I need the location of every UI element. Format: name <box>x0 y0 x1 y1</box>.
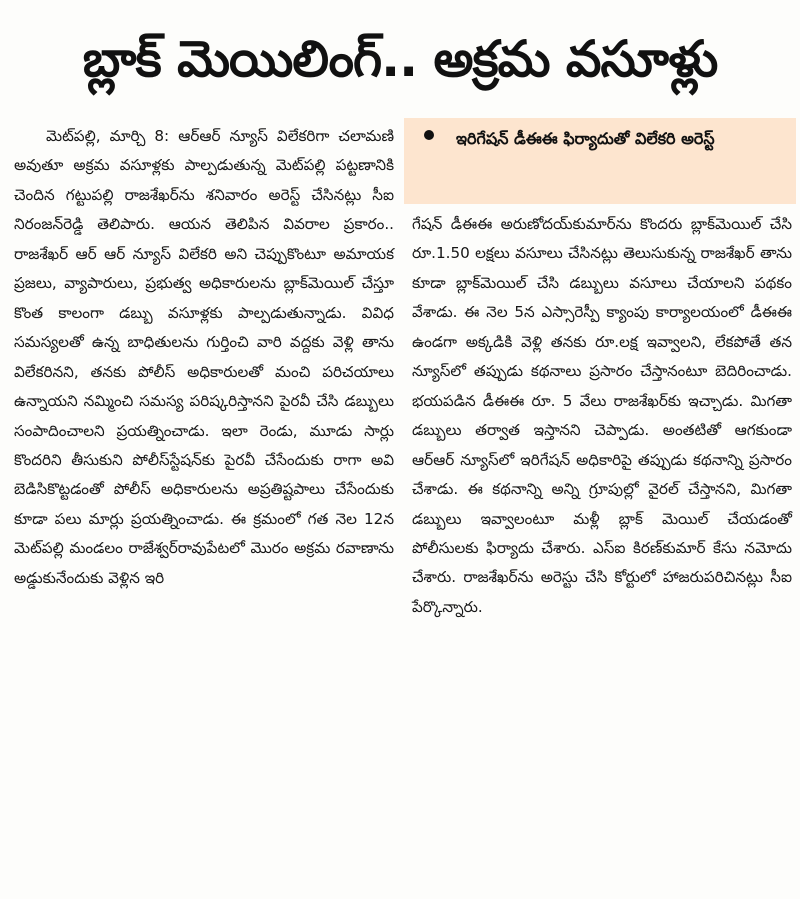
left-column-text: మెట్‌పల్లి, మార్చి 8: ఆర్‌ఆర్ న్యూస్ విలేకరిగా చలామణి అవుతూ అక్రమ వసూళ్లకు పాల్పడుతున్న మెట్‌పల్లి పట్టణానికి చెందిన గట్టుపల్లి రాజశేఖర్‌ను శనివారం అరెస్ట్ చేసినట్లు సీఐ నిరంజన్‌రెడ్డి తెలిపారు. ఆయన తెలిపిన వివరాల ప్రకారం.. రాజశేఖర్ ఆర్ ఆర్ న్యూస్ విలేకరి అని చెప్పుకొంటూ అమాయక ప్రజలు, వ్యాపారులు, ప్రభుత్వ అధికారులను బ్లాక్‌మెయిల్ చేస్తూ కొంత కాలంగా డబ్బు వసూళ్లకు పాల్పడుతున్నాడు. వివిధ సమస్యలతో ఉన్న బాధితులను గుర్తించి వారి వద్దకు వెళ్లి తాను విలేకరినని, తనకు పోలీస్ అధికారులతో మంచి పరిచయాలు ఉన్నాయని నమ్మించి సమస్య పరిష్కరిస్తానని పైరవీ చేసి డబ్బులు సంపాదించాలని ప్రయత్నించాడు. ఇలా రెండు, మూడు సార్లు కొందరిని తీసుకుని పోలీస్‌స్టేషన్‌కు పైరవీ చేసేందుకు రాగా అవి బెడిసికొట్టడంతో పోలీస్ అధికారులను అప్రతిష్టపాలు చేసేందుకు కూడా పలు మార్లు ప్రయత్నించాడు. ఈ క్రమంలో గత నెల 12న మెట్‌పల్లి మండలం రాజేశ్వర్‌రావుపేటలో మొరం అక్రమ రవాణాను అడ్డుకునేందుకు వెళ్లిన ఇరి <box>14 127 394 587</box>
right-column <box>412 210 792 622</box>
headline: బ్లాక్ మెయిలింగ్.. అక్రమ వసూళ్లు <box>82 30 718 88</box>
highlight-text: ఇరిగేషన్ డీఈఈ ఫిర్యాదుతో విలేకరి అరెస్ట్ <box>456 129 715 148</box>
left-column <box>14 122 394 593</box>
right-column-text: గేషన్ డీఈఈ అరుణోదయ్‌కుమార్‌ను కొందరు బ్లాక్‌మెయిల్ చేసి రూ.1.50 లక్షలు వసూలు చేసినట్లు తెలుసుకున్న రాజశేఖర్ తాను కూడా బ్లాక్‌మెయిల్ చేసి డబ్బులు వసూలు చేయాలని పథకం వేశాడు. ఈ నెల 5న ఎస్సారెస్పీ క్యాంపు కార్యాలయంలో డీఈఈ ఉండగా అక్కడికి వెళ్లి తనకు రూ.లక్ష ఇవ్వాలని, లేకపోతే తన న్యూస్‌లో తప్పుడు కథనాలు ప్రసారం చేస్తానంటూ బెదిరించాడు. భయపడిన డీఈఈ రూ. 5 వేలు రాజశేఖర్‌కు ఇచ్చాడు. మిగతా డబ్బులు తర్వాత ఇస్తానని చెప్పాడు. అంతటితో ఆగకుండా ఆర్‌ఆర్ న్యూస్‌లో ఇరిగేషన్ అధికారిపై తప్పుడు కథనాన్ని ప్రసారం చేశాడు. ఈ కథనాన్ని అన్ని గ్రూపుల్లో వైరల్ చేస్తానని, మిగతా డబ్బులు ఇవ్వాలంటూ మళ్లీ బ్లాక్ మెయిల్ చేయడంతో పోలీసులకు ఫిర్యాదు చేశారు. ఎస్ఐ కిరణ్‌కుమార్ కేసు నమోదు చేశారు. రాజశేఖర్‌ను అరెస్టు చేసి కోర్టులో హాజరుపరిచినట్లు సీఐ పేర్కొన్నారు. <box>412 215 792 616</box>
highlight-box <box>404 118 796 204</box>
bullet-icon <box>424 130 434 140</box>
